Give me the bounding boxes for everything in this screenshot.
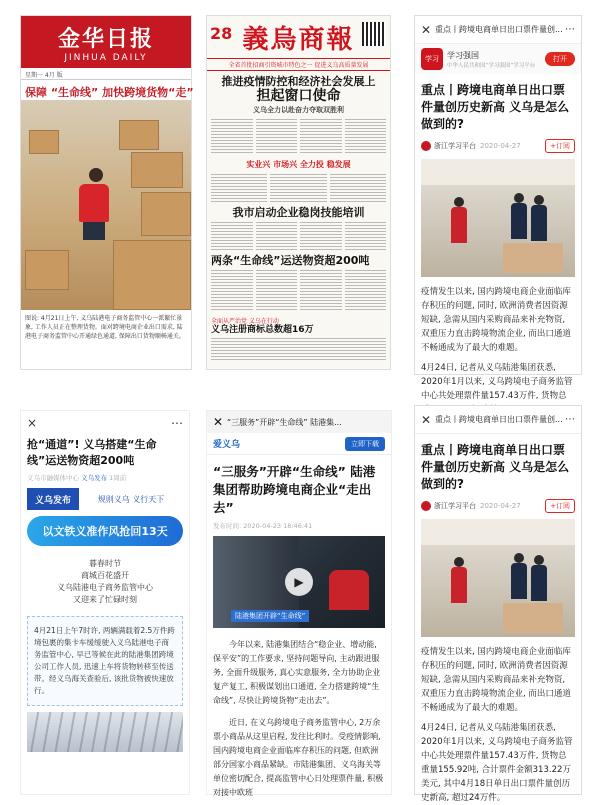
xuexi-article-top — [414, 15, 582, 401]
download-button[interactable]: 立即下载 — [345, 437, 385, 451]
more-icon[interactable]: ⋯ — [565, 24, 575, 35]
close-icon[interactable]: ✕ — [421, 412, 432, 427]
app-name: 学习强国 — [447, 50, 479, 60]
play-icon[interactable]: ▶ — [285, 568, 313, 596]
promo-banner[interactable]: 以文铁义准作风抢回13天 — [27, 516, 183, 546]
intro-line-4: 又迎来了忙碌时刻 — [73, 595, 137, 604]
article-paragraph-2: 4月24日, 记者从义乌陆港集团获悉, 2020年1月以来, 义乌跨境电子商务监管中心共处理票件量157.43万件, 货物总 — [421, 363, 573, 401]
yiwu-headline-2: 担起窗口使命 — [256, 88, 341, 104]
jinhua-daily-page — [20, 15, 192, 370]
xuexi-article-bottom — [414, 405, 582, 803]
topbar-title: 重点丨跨境电商单日出口票件量创... — [435, 25, 563, 34]
love-yiwu-paragraph-2: 近日, 在义乌跨境电子商务监管中心, 2万余票小商品从这里启程, 发往比利时。受疫情影响, 国内跨境电商企业面临库存积压的问题, 但欧洲部分国家小商品紧缺。市陆港集团、义乌海关等单位密切配合, 提高监管中心日处理票件量, 积极对接中欧班 — [213, 718, 384, 797]
jinhua-title: 金华日报 — [57, 25, 154, 52]
love-yiwu-article — [206, 410, 392, 795]
customs-photo — [421, 159, 575, 277]
article-meta — [415, 497, 581, 519]
yiwu-fabu-banner — [27, 488, 183, 510]
open-app-button[interactable]: 打开 — [545, 52, 575, 66]
yiwu-fabu-topbar — [21, 411, 189, 435]
qr-code-icon — [362, 22, 386, 46]
intro-lines — [21, 552, 189, 612]
more-icon[interactable]: ⋯ — [171, 416, 183, 430]
xuexi-logo-icon: 学习 — [421, 48, 443, 70]
more-icon[interactable]: ⋯ — [565, 414, 575, 425]
article-date: 2020-04-27 — [480, 142, 521, 150]
jinhua-caption: 图说: 4月21日上午, 义乌陆港电子商务监管中心一派繁忙景象, 工作人员正在整理货物。面对跨境电商企业出口需求, 陆港电子商务监管中心开通绿色通道, 保障出口货物顺畅通关。 — [25, 315, 185, 340]
source-avatar-icon — [421, 501, 431, 511]
video-player[interactable] — [213, 536, 385, 628]
article-paragraph-1: 疫情发生以来, 国内跨境电商企业面临库存积压的问题, 同时, 欧洲消费者因资源短缺, 急需从国内采购商品来补充物资, 双重压力直击跨境物流企业, 而出口通道不畅通成为了最大的难题。 — [421, 647, 571, 713]
article-body — [415, 637, 581, 805]
yiwu-fabu-title: 抢“通道”! 义乌搭建“生命线”运送物资超200吨 — [27, 438, 157, 467]
jinhua-title-en: JINHUA DAILY — [64, 52, 148, 63]
topbar-title: “三服务”开辟“生命线” 陆港集... — [227, 417, 342, 427]
topbar-title: 重点丨跨境电商单日出口票件量创... — [435, 415, 563, 424]
follow-button[interactable]: +订阅 — [545, 499, 575, 513]
meta-source-link[interactable]: 义乌发布 — [81, 474, 108, 482]
meta-prefix: 义乌市融媒体中心 — [27, 474, 79, 482]
jinhua-masthead — [21, 16, 191, 68]
video-caption: 陆港集团开辟“生命线” — [231, 610, 309, 622]
yiwu-headline-6: 义乌注册商标总数超16万 — [211, 325, 314, 335]
love-yiwu-body — [207, 628, 391, 800]
article-topbar — [415, 406, 581, 434]
yiwu-business-title: 義烏商報 — [242, 24, 355, 55]
jinhua-dateline: 星期一 4月 版 — [21, 68, 191, 80]
worker-figure — [79, 168, 113, 238]
love-yiwu-appbar — [207, 433, 391, 455]
article-title: 重点丨跨境电商单日出口票件量创历史新高 义乌是怎么做到的? — [421, 443, 570, 491]
meta-time: 1周前 — [109, 474, 127, 482]
article-body — [415, 277, 581, 417]
intro-line-2: 商城百花盛开 — [81, 571, 129, 580]
yiwu-fabu-meta — [21, 471, 189, 488]
app-banner — [415, 44, 581, 74]
love-yiwu-meta: 发布时间: 2020-04-23 18:46:41 — [213, 522, 313, 530]
jinhua-headline: 保障 “生命线” 加快跨境货物“走” — [25, 86, 194, 99]
article-date: 2020-04-27 — [480, 502, 521, 510]
article-source: 浙江学习平台 — [434, 502, 476, 510]
article-paragraph-1: 疫情发生以来, 国内跨境电商企业面临库存积压的问题, 同时, 欧洲消费者因资源短缺, 急需从国内采购商品来补充物资, 双重压力直击跨境物流企业, 而出口通道不畅通成为了最大的难题。 — [421, 287, 571, 353]
quote-box: 4月21日上午7时许, 两辆满载着2.5万件跨境包裹的集卡车缓缓驶入义乌陆港电子商务监管中心, 早已等候在此的陆港集团跨境公司工作人员, 迅速上车将货物转移至传送带。经义乌海关查验后, 该批货物被快速放行。 — [27, 616, 183, 706]
close-icon[interactable]: × — [27, 416, 38, 430]
yiwu-headline-1: 推进疫情防控和经济社会发展上 — [221, 75, 376, 88]
article-paragraph-2: 4月24日, 记者从义乌陆港集团获悉, 2020年1月以来, 义乌跨境电子商务监管中心共处理票件量157.43万件, 货物总重量155.92吨, 合计票件金额313.22万美元, 其中4月18日单日出口票件量创历史新高, 超过24万件。 — [421, 723, 573, 803]
article-meta — [415, 137, 581, 159]
warehouse-photo — [21, 100, 191, 310]
yiwu-headline-3: 义乌全力以赴奋力夺取双胜利 — [253, 106, 344, 114]
intro-line-3: 义乌陆港电子商务监管中心 — [57, 583, 153, 592]
banner-slogan: 规则义乌 义行天下 — [79, 488, 183, 510]
yiwu-business-subtitle: 全省首批招商引资城市特色之一 促进义乌高质量发展 — [207, 58, 390, 71]
article-topbar — [415, 16, 581, 44]
yiwu-headline-5: 两条“生命线”运送物资超200吨 — [211, 254, 370, 267]
yiwu-red-bar: 实业兴 市场兴 全力投 稳发展 — [246, 160, 351, 169]
article-title: 重点丨跨境电商单日出口票件量创历史新高 义乌是怎么做到的? — [421, 83, 570, 131]
yiwu-fabu-article — [20, 410, 190, 795]
yiwu-business-page — [206, 15, 391, 370]
yiwu-business-masthead — [207, 16, 390, 58]
love-yiwu-topbar — [207, 411, 391, 433]
follow-button[interactable]: +订阅 — [545, 139, 575, 153]
yiwu-headline-4: 我市启动企业稳岗技能培训 — [232, 206, 365, 219]
text-columns — [207, 117, 390, 157]
source-avatar-icon — [421, 141, 431, 151]
yiwu-small-note: 全面从严治党 义乌在行动 — [211, 318, 279, 325]
love-yiwu-title: “三服务”开辟“生命线” 陆港集团帮助跨境电商企业“走出去” — [213, 464, 376, 515]
close-icon[interactable]: ✕ — [213, 415, 224, 429]
issue-number: 28 — [210, 24, 233, 43]
love-yiwu-paragraph-1: 今年以来, 陆港集团结合“稳企业、增动能, 保平安”的工作要求, 坚持问题导向, 主动跟进服务, 全面升级服务, 真心实意服务, 全力协助企业复产复工, 积极谋划出口通道, 全力搭建跨境“生命线”, 尽快让跨境货物“走出去”。 — [213, 640, 381, 705]
customs-photo — [421, 519, 575, 637]
close-icon[interactable]: ✕ — [421, 22, 432, 37]
banner-tag: 义乌发布 — [35, 495, 72, 506]
intro-line-1: 暮春时节 — [89, 559, 121, 568]
warehouse-roof-photo — [27, 712, 183, 752]
love-yiwu-logo: 爱义乌 — [213, 440, 241, 450]
app-subtitle: 中华人民共和国“学习强国”学习平台 — [447, 62, 536, 69]
article-source: 浙江学习平台 — [434, 142, 476, 150]
